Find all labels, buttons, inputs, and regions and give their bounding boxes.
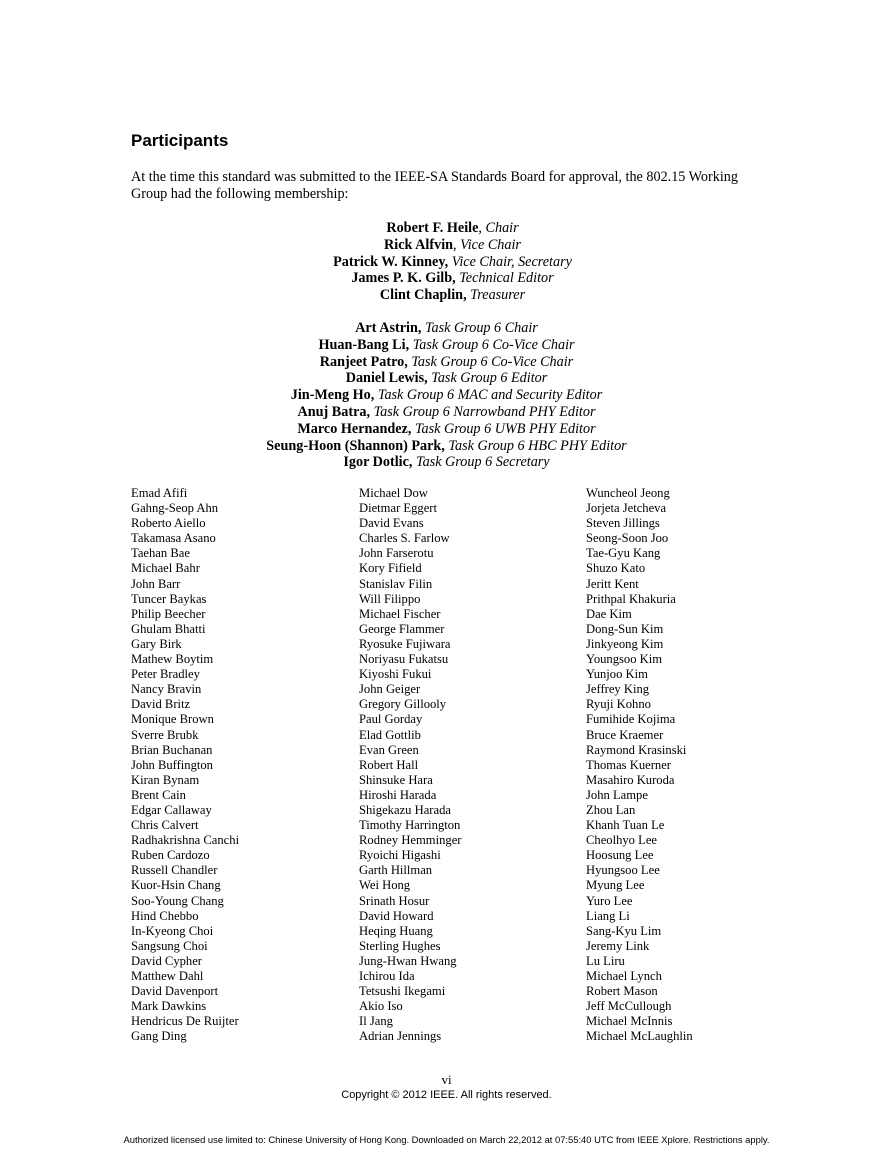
officer-role: Task Group 6 HBC PHY Editor [448,437,627,454]
officer-role: Vice Chair [460,236,521,253]
member-name: Michael Fischer [359,606,441,621]
officer-role: Chair [485,220,519,236]
member-name: Will Filippo [359,591,421,606]
member-name: Monique Brown [131,712,214,727]
member-name: Paul Gorday [359,712,423,727]
member-name: Prithpal Khakuria [586,591,676,606]
member-name: David Cypher [131,953,202,968]
officer-role: Task Group 6 Editor [431,370,548,387]
member-name: Jeffrey King [586,682,650,697]
member-name: Jeritt Kent [586,576,639,591]
members-column-1 [131,486,239,1044]
officer-line [0,337,893,354]
member-name: Wuncheol Jeong [586,486,670,500]
member-name: Rodney Hemminger [359,833,462,848]
member-name: Tuncer Baykas [131,591,207,606]
officer-line [6,237,893,254]
member-name: Gahng-Seop Ahn [131,501,219,516]
officer-name: Robert F. Heile [386,220,479,236]
member-name: Cheolhyo Lee [586,833,657,848]
officer-line [0,354,893,371]
officer-line [0,387,893,404]
member-name: Noriyasu Fukatsu [359,652,449,667]
officer-name: Art Astrin, [355,320,422,336]
member-name: Roberto Aiello [131,516,206,531]
officer-name: Daniel Lewis, [345,370,428,387]
officer-role: Technical Editor [459,270,554,287]
member-name: Michael Dow [359,486,428,500]
member-name: Seong-Soon Joo [586,531,669,546]
member-name: Adrian Jennings [359,1029,442,1044]
member-name: Garth Hillman [359,863,433,878]
license-notice: Authorized licensed use limited to: Chinese University of Hong Kong. Downloaded on March 22,2012 at 07:55:40 UTC from IEEE Xplore. Restrictions apply. [123,1134,770,1145]
member-name: David Howard [359,908,434,923]
member-name: Steven Jillings [586,516,660,531]
member-name: Khanh Tuan Le [586,818,665,833]
member-name: Mathew Boytim [131,652,214,667]
member-name: Fumihide Kojima [586,712,676,727]
officer-role: Task Group 6 Co-Vice Chair [411,353,574,370]
member-name: Takamasa Asano [131,531,216,546]
officer-role: Task Group 6 Chair [424,320,538,336]
member-name: Tetsushi Ikegami [359,984,446,999]
member-name: Bruce Kraemer [586,727,664,742]
officer-role: Task Group 6 MAC and Security Editor [377,387,603,404]
member-name: Robert Mason [586,984,658,999]
member-name: Nancy Bravin [131,682,202,697]
member-name: John Barr [131,576,181,591]
section-heading: Participants [131,131,229,150]
member-name: Jeremy Link [586,938,650,953]
member-name: Kiyoshi Fukui [359,667,432,682]
member-name: Lu Liru [586,953,625,968]
officers-group-2 [0,320,893,471]
copyright-notice: Copyright © 2012 IEEE. All rights reserved. [341,1089,552,1101]
member-name: John Buffington [131,757,213,772]
member-name: Srinath Hosur [359,893,430,908]
member-name: Kuor-Hsin Chang [131,878,221,893]
member-name: Yunjoo Kim [586,667,648,682]
officer-separator: , [478,220,486,236]
member-name: Sterling Hughes [359,938,441,953]
member-name: Kory Fifield [359,561,422,576]
member-name: In-Kyeong Choi [131,923,214,938]
members-column-3 [586,486,693,1044]
member-name: Masahiro Kuroda [586,772,675,787]
member-name: Raymond Krasinski [586,742,687,757]
member-name: Ichirou Ida [359,969,415,983]
page-number: vi [441,1072,452,1087]
member-name: Ryosuke Fujiwara [359,636,451,651]
member-name: Elad Gottlib [359,727,421,742]
member-name: Philip Beecher [131,606,206,621]
officer-name: Rick Alfvin [384,236,454,253]
member-name: Sangsung Choi [131,938,208,953]
member-name: Hyungsoo Lee [586,863,660,878]
member-name: Taehan Bae [131,546,190,561]
member-name: Shinsuke Hara [359,772,433,787]
member-name: Matthew Dahl [131,969,204,983]
member-name: Tae-Gyu Kang [586,546,661,561]
member-name: David Evans [359,516,424,531]
member-name: Thomas Kuerner [586,757,671,772]
member-name: Michael Bahr [131,561,200,576]
officer-role: Treasurer [470,287,526,304]
member-name: Hendricus De Ruijter [131,1014,239,1029]
member-name: Gary Birk [131,636,182,651]
member-name: Jorjeta Jetcheva [586,501,667,516]
officer-separator: , [453,236,461,253]
member-name: Ghulam Bhatti [131,621,206,636]
member-name: Wei Hong [359,878,411,893]
member-name: Dietmar Eggert [359,501,437,516]
member-name: Shuzo Kato [586,561,646,576]
member-name: Peter Bradley [131,667,200,682]
member-name: David Davenport [131,984,219,999]
member-name: Zhou Lan [586,802,636,817]
officer-line [0,454,893,471]
officer-role: Vice Chair, Secretary [451,253,572,270]
member-name: John Farserotu [359,546,434,561]
member-name: Jung-Hwan Hwang [359,953,457,968]
member-name: Myung Lee [586,878,645,893]
officer-name: Ranjeet Patro, [319,353,408,370]
member-name: Il Jang [359,1014,393,1029]
member-name: Timothy Harrington [359,818,461,833]
officer-name: Anuj Batra, [297,403,371,420]
member-name: Mark Dawkins [131,999,207,1014]
member-name: Gregory Gillooly [359,697,447,712]
officer-role: Task Group 6 Secretary [416,454,550,471]
member-name: Brian Buchanan [131,742,213,757]
officer-name: Jin-Meng Ho, [290,387,375,404]
officers-group-1 [6,220,893,304]
officer-line [0,421,893,438]
member-name: Brent Cain [131,787,186,802]
officer-line [6,287,893,304]
member-name: Liang Li [586,908,630,923]
officer-role: Task Group 6 Narrowband PHY Editor [373,403,596,420]
officer-line [0,320,893,337]
member-name: Akio Iso [359,999,403,1014]
officer-name: James P. K. Gilb, [351,270,456,287]
member-name: Heqing Huang [359,923,433,938]
officer-name: Clint Chaplin, [379,287,467,304]
officer-line [0,438,893,455]
member-name: Sverre Brubk [131,727,199,742]
member-name: Radhakrishna Canchi [131,833,240,848]
member-name: Ryoichi Higashi [359,848,441,863]
officer-name: Igor Dotlic, [343,454,413,471]
member-name: Michael McInnis [586,1014,673,1029]
officer-line [0,404,893,421]
officer-line [6,270,893,287]
officer-name: Huan-Bang Li, [318,336,410,353]
officer-line [6,220,893,237]
member-name: Hoosung Lee [586,848,654,863]
member-name: Ruben Cardozo [131,848,210,863]
member-name: Jeff McCullough [586,999,672,1014]
member-name: Dong-Sun Kim [586,621,664,636]
member-name: Edgar Callaway [131,802,212,817]
member-name: Jinkyeong Kim [586,636,664,651]
member-name: Sang-Kyu Lim [586,923,662,938]
member-name: Russell Chandler [131,863,218,878]
officer-line [6,254,893,271]
officer-role: Task Group 6 Co-Vice Chair [412,336,575,353]
member-name: Shigekazu Harada [359,802,451,817]
officer-name: Patrick W. Kinney, [333,253,449,270]
member-name: Hind Chebbo [131,908,199,923]
member-name: Charles S. Farlow [359,531,450,546]
member-name: Hiroshi Harada [359,787,437,802]
member-name: Evan Green [359,742,419,757]
member-name: Dae Kim [586,606,632,621]
member-name: John Geiger [359,682,421,697]
member-name: John Lampe [586,787,648,802]
member-name: Michael Lynch [586,969,662,983]
officer-name: Marco Hernandez, [297,420,412,437]
member-name: David Britz [131,697,191,712]
member-name: Yuro Lee [586,893,633,908]
members-column-2 [359,486,461,1044]
member-name: Soo-Young Chang [131,893,224,908]
member-name: Kiran Bynam [131,772,200,787]
officer-name: Seung-Hoon (Shannon) Park, [266,437,445,454]
member-name: George Flammer [359,621,445,636]
officer-line [0,370,893,387]
member-name: Robert Hall [359,757,419,772]
intro-paragraph: At the time this standard was submitted to the IEEE-SA Standards Board for approval, the 802.15 Working Group had the following membership: [131,169,738,202]
member-name: Emad Afifi [131,486,188,500]
member-name: Youngsoo Kim [586,652,663,667]
member-name: Ryuji Kohno [586,697,651,712]
officer-role: Task Group 6 UWB PHY Editor [414,420,596,437]
member-name: Chris Calvert [131,818,199,833]
member-name: Stanislav Filin [359,576,433,591]
member-name: Michael McLaughlin [586,1029,693,1044]
member-name: Gang Ding [131,1029,187,1044]
